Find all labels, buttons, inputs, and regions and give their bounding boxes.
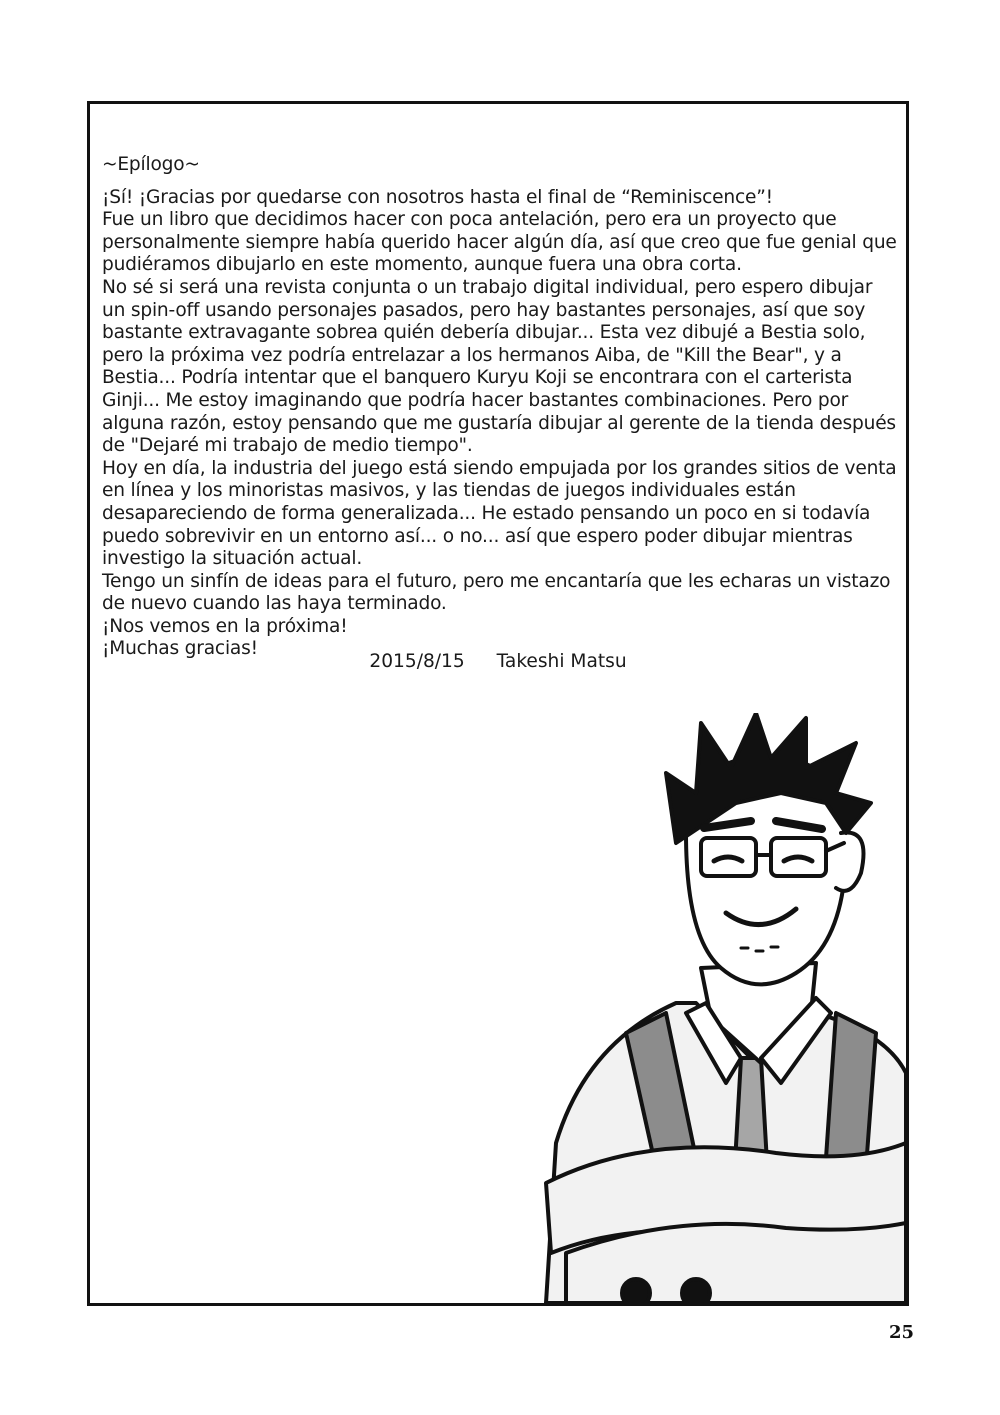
character-illustration xyxy=(526,713,906,1303)
epilogue-paragraph-3: No sé si será una revista conjunta o un trabajo digital individual, pero espero dibujar un spin-off usando personajes pasados, pero hay bastantes personajes, así que soy bastante extravagante sobrea quién debería dibujar... Esta vez dibujé a Bestia solo, pero la próxima vez podría entrelazar a los hermanos Aiba, de "Kill the Bear", y a Bestia... Podría intentar que el banquero Kuryu Koji se encontrara con el carterista Ginji... Me estoy imaginando que podría hacer bastantes combinaciones. Pero por alguna razón, estoy pensando que me gustaría dibujar al gerente de la tienda después de "Dejaré mi trabajo de medio tiempo". xyxy=(102,276,896,457)
page-frame xyxy=(87,101,909,1306)
epilogue-paragraph-1: ¡Sí! ¡Gracias por quedarse con nosotros hasta el final de “Reminiscence”! xyxy=(102,186,773,208)
signature-author: Takeshi Matsu xyxy=(496,651,627,672)
signature-date: 2015/8/15 xyxy=(369,651,465,672)
epilogue-paragraph-6: ¡Nos vemos en la próxima! xyxy=(102,615,348,637)
epilogue-paragraph-2: Fue un libro que decidimos hacer con poca antelación, pero era un proyecto que personalmente siempre había querido hacer algún día, así que creo que fue genial que pudiéramos dibujarlo en este momento, aunque fuera una obra corta. xyxy=(102,209,897,276)
epilogue-paragraph-4: Hoy en día, la industria del juego está siendo empujada por los grandes sitios de venta en línea y los minoristas masivos, y las tiendas de juegos individuales están desapareciendo de forma generalizada... He estado pensando un poco en si todavía puedo sobrevivir en un entorno así... o no... así que espero poder dibujar mientras investigo la situación actual. xyxy=(102,457,897,570)
signature-line xyxy=(90,651,906,673)
page-number: 25 xyxy=(888,1322,914,1343)
epilogue-heading: ~Epílogo~ xyxy=(102,154,200,175)
epilogue-text xyxy=(102,154,898,661)
epilogue-paragraph-7: ¡Muchas gracias! xyxy=(102,638,258,660)
epilogue-paragraph-5: Tengo un sinfín de ideas para el futuro, pero me encantaría que les echaras un vistazo de nuevo cuando las haya terminado. xyxy=(102,570,891,615)
